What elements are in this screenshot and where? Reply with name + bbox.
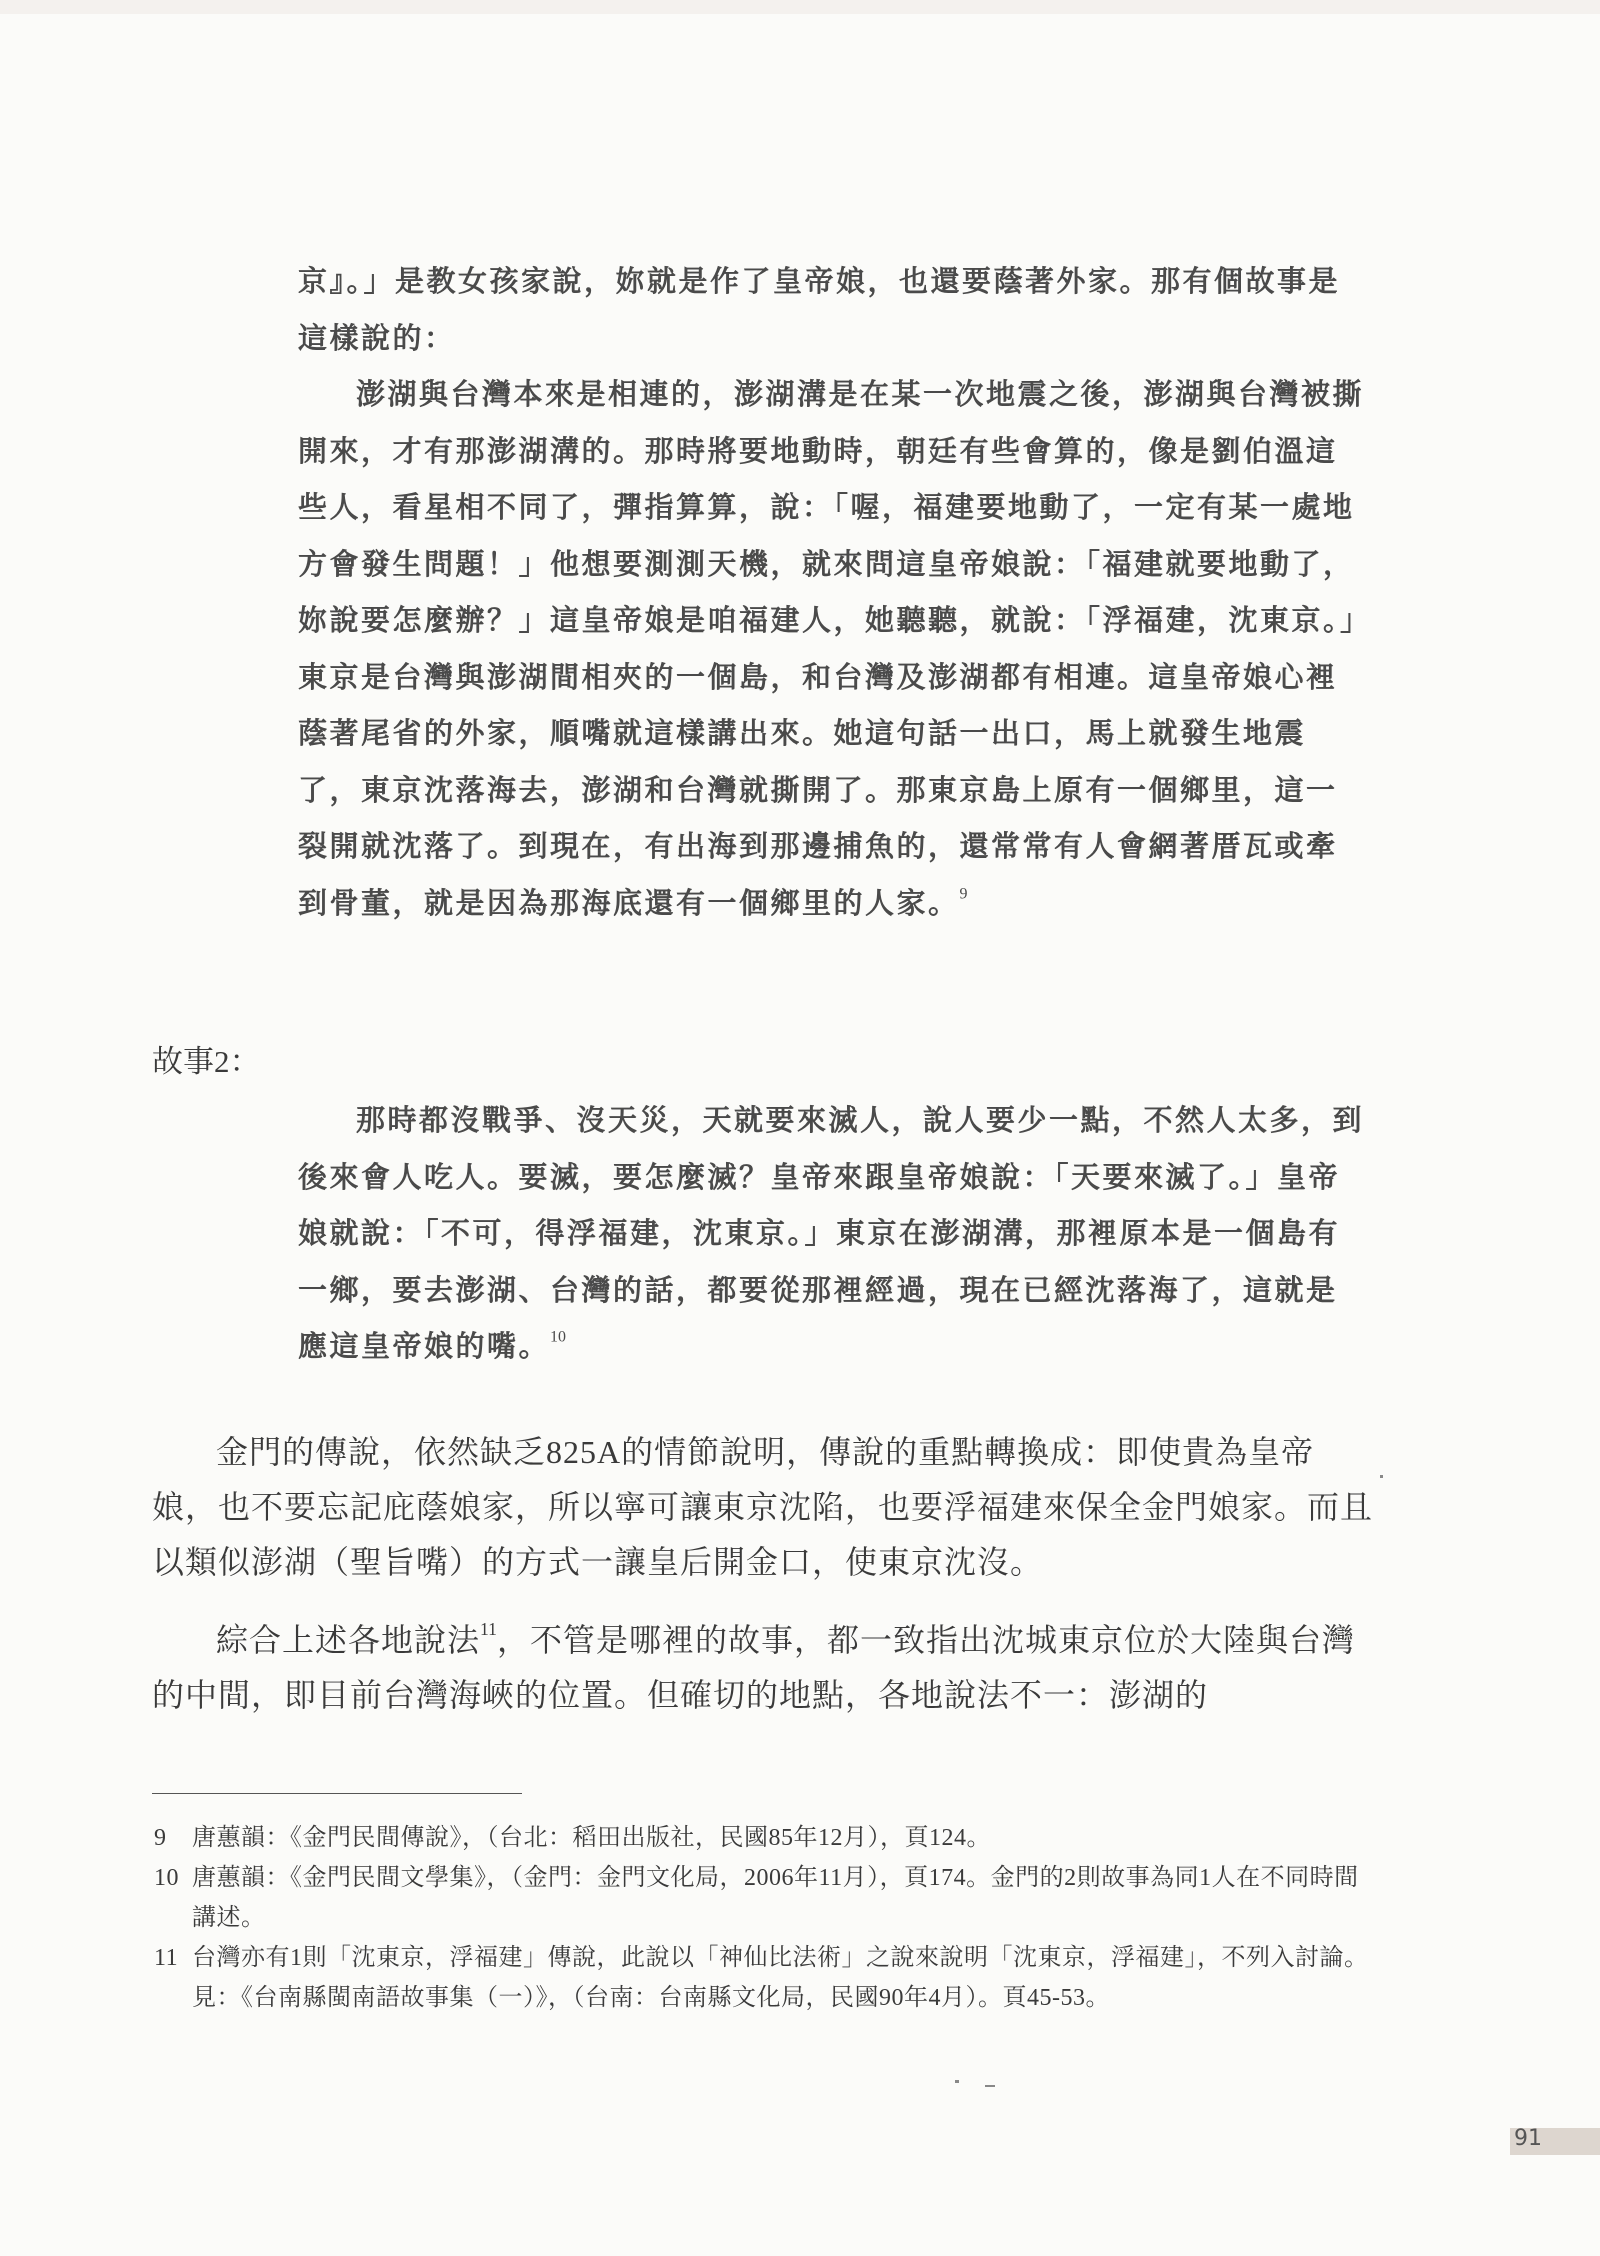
footnote-text: 台灣亦有1則「沈東京，浮福建」傳說，此說以「神仙比法術」之說來說明「沈東京，浮福建」，不列入討論。見：《台南縣閩南語故事集（一）》，（台南：台南縣文化局，民國90年4月）。頁45-53。 (192, 1945, 1369, 2011)
scan-speck (985, 2085, 995, 2087)
essay-paragraph-1 (152, 1425, 1374, 1590)
story1-quote (298, 366, 1368, 931)
story2-body-text: 那時都沒戰爭、沒天災，天就要來滅人，說人要少一點，不然人太多，到後來會人吃人。要滅，要怎麼滅？皇帝來跟皇帝娘說：「天要來滅了。」皇帝娘就說：「不可，得浮福建，沈東京。」東京在澎湖溝，那裡原本是一個島有一鄉，要去澎湖、台灣的話，都要從那裡經過，現在已經沈落海了，這就是應這皇帝娘的嘴。 (298, 1103, 1365, 1363)
page-top-edge (0, 0, 1600, 14)
story1-intro (298, 253, 1368, 366)
footnote-number: 10 (154, 1865, 179, 1891)
footnote-ref-11[interactable]: 11 (480, 1619, 497, 1640)
footnote-11 (152, 1938, 1374, 2018)
footnote-9 (152, 1818, 1374, 1858)
footnote-ref-9[interactable]: 9 (959, 885, 968, 903)
story1-intro-text: 京』。」是教女孩家說，妳就是作了皇帝娘，也還要蔭著外家。那有個故事是這樣說的： (298, 264, 1341, 355)
story1-body-text: 澎湖與台灣本來是相連的，澎湖溝是在某一次地震之後，澎湖與台灣被撕開來，才有那澎湖溝的。那時將要地動時，朝廷有些會算的，像是劉伯溫這些人，看星相不同了，彈指算算，說：「喔，福建要地動了，一定有某一處地方會發生問題！」他想要測測天機，就來問這皇帝娘說：「福建就要地動了，妳說要怎麼辦？」這皇帝娘是咱福建人，她聽聽，就說：「浮福建，沈東京。」東京是台灣與澎湖間相夾的一個島，和台灣及澎湖都有相連。這皇帝娘心裡蔭著尾省的外家，順嘴就這樣講出來。她這句話一出口，馬上就發生地震了，東京沈落海去，澎湖和台灣就撕開了。那東京島上原有一個鄉里，這一裂開就沈落了。到現在，有出海到那邊捕魚的，還常常有人會網著厝瓦或牽到骨董，就是因為那海底還有一個鄉里的人家。 (298, 377, 1365, 920)
footnote-text: 唐蕙韻：《金門民間文學集》，（金門：金門文化局，2006年11月），頁174。金門的2則故事為同1人在不同時間講述。 (192, 1865, 1359, 1931)
story2-paragraph (298, 1092, 1368, 1375)
footnote-number: 11 (154, 1945, 179, 1971)
scan-speck (955, 2080, 959, 2083)
footnote-10 (152, 1858, 1374, 1938)
footnotes (152, 1818, 1374, 2018)
footnote-number: 9 (154, 1825, 167, 1851)
footnote-text: 唐蕙韻：《金門民間傳說》，（台北：稻田出版社，民國85年12月），頁124。 (192, 1825, 991, 1851)
story2-quote (298, 1092, 1368, 1375)
essay-paragraph-1-text: 金門的傳說，依然缺乏825A的情節說明，傳說的重點轉換成：即使貴為皇帝娘，也不要忘記庇蔭娘家，所以寧可讓東京沈陷，也要浮福建來保全金門娘家。而且以類似澎湖（聖旨嘴）的方式一讓皇后開金口，使東京沈沒。 (152, 1434, 1374, 1580)
scan-speck (1380, 1475, 1383, 1478)
essay-paragraph-2-text (152, 1613, 1374, 1723)
essay-paragraph-2-start: 綜合上述各地說法 (216, 1622, 481, 1658)
footnote-divider (152, 1793, 522, 1794)
story1-paragraph (298, 366, 1368, 931)
footnote-ref-10[interactable]: 10 (550, 1328, 566, 1346)
essay-paragraph-2-end: ，不管是哪裡的故事，都一致指出沈城東京位於大陸與台灣的中間，即目前台灣海峽的位置。但確切的地點，各地說法不一：澎湖的 (152, 1622, 1355, 1713)
essay-paragraph-2 (152, 1613, 1374, 1723)
page-number: 91 (1514, 2126, 1542, 2151)
story2-label: 故事2： (152, 1044, 261, 1079)
